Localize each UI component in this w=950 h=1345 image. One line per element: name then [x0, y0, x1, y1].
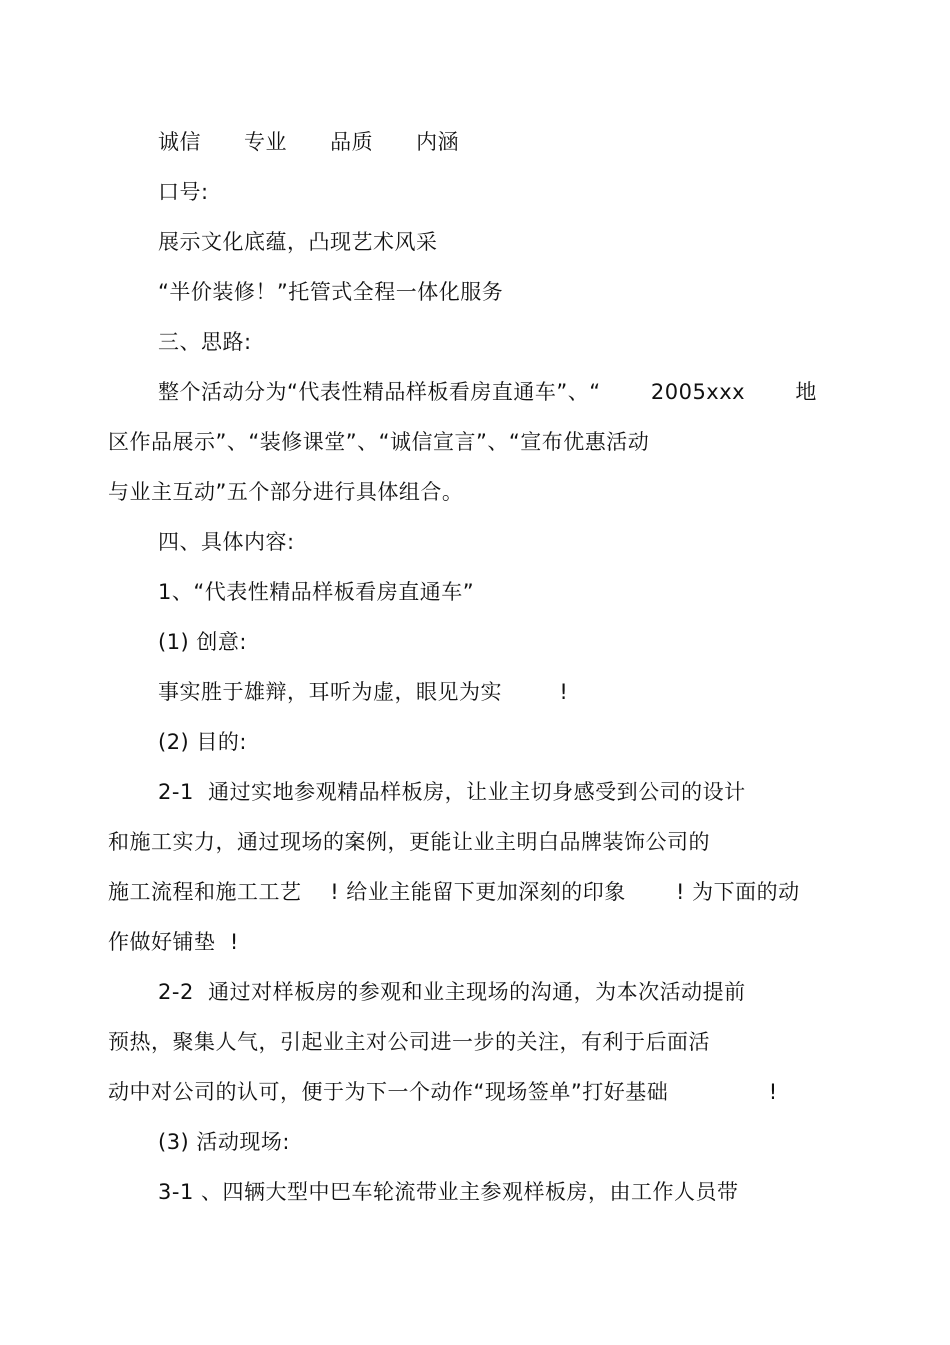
purpose-2-1-line: 作做好铺垫 ! [108, 930, 239, 954]
subheading-creative: (1) 创意: [158, 630, 247, 654]
core-values-line: 诚信 专业 品质 内涵 [158, 130, 460, 154]
creative-text: 事实胜于雄辩，耳听为虚，眼见为实 ! [158, 680, 569, 704]
item-1-heading: 1、“代表性精品样板看房直通车” [158, 580, 475, 604]
approach-paragraph-line: 整个活动分为“代表性精品样板看房直通车”、“ 2005xxx 地 [158, 380, 817, 404]
purpose-2-1-line: 施工流程和施工工艺 ! 给业主能留下更加深刻的印象 ! 为下面的动 [108, 880, 800, 904]
purpose-2-2-line: 预热，聚集人气，引起业主对公司进一步的关注，有利于后面活 [108, 1030, 710, 1054]
slogan-heading: 口号: [158, 180, 209, 204]
slogan-line-1: 展示文化底蕴，凸现艺术风采 [158, 230, 438, 254]
section-3-heading: 三、思路: [158, 330, 252, 354]
purpose-2-1-line: 和施工实力，通过现场的案例，更能让业主明白品牌装饰公司的 [108, 830, 710, 854]
section-4-heading: 四、具体内容: [158, 530, 295, 554]
purpose-2-2-line: 动中对公司的认可，便于为下一个动作“现场签单”打好基础 ! [108, 1080, 778, 1104]
slogan-line-2: “半价装修！”托管式全程一体化服务 [158, 280, 504, 304]
approach-paragraph-line: 区作品展示”、“装修课堂”、“诚信宣言”、“宣布优惠活动 [108, 430, 650, 454]
subheading-purpose: (2) 目的: [158, 730, 247, 754]
purpose-2-2-line: 2-2 通过对样板房的参观和业主现场的沟通，为本次活动提前 [158, 980, 746, 1004]
purpose-2-1-line: 2-1 通过实地参观精品样板房，让业主切身感受到公司的设计 [158, 780, 746, 804]
event-site-3-1-line: 3-1 、四辆大型中巴车轮流带业主参观样板房，由工作人员带 [158, 1180, 739, 1204]
subheading-event-site: (3) 活动现场: [158, 1130, 290, 1154]
approach-paragraph-line: 与业主互动”五个部分进行具体组合。 [108, 480, 464, 504]
